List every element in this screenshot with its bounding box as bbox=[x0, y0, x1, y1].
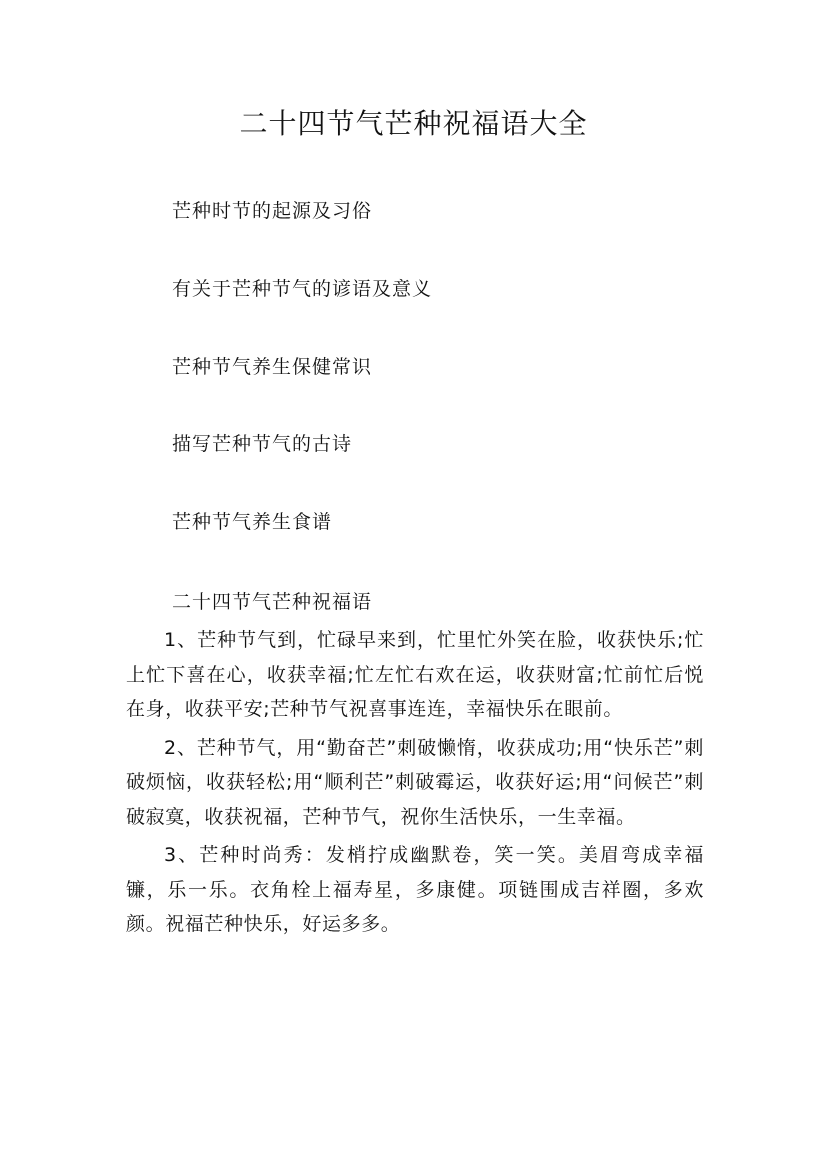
toc-item-recipes: 芒种节气养生食谱 bbox=[172, 511, 333, 533]
blessing-paragraph: 3、芒种时尚秀：发梢拧成幽默卷，笑一笑。美眉弯成幸福镰，乐一乐。衣角栓上福寿星，多康健。项链围成吉祥圈，多欢颜。祝福芒种快乐，好运多多。 bbox=[126, 844, 704, 935]
blessing-paragraph: 1、芒种节气到，忙碌早来到，忙里忙外笑在脸，收获快乐;忙上忙下喜在心，收获幸福;忙左忙右欢在运，收获财富;忙前忙后悦在身，收获平安;芒种节气祝喜事连连，幸福快乐在眼前。 bbox=[126, 629, 704, 720]
toc-item-poems: 描写芒种节气的古诗 bbox=[172, 433, 353, 455]
blessing-paragraph: 2、芒种节气，用“勤奋芒”刺破懒惰，收获成功;用“快乐芒”刺破烦恼，收获轻松;用“顺利芒”刺破霉运，收获好运;用“问候芒”刺破寂寞，收获祝福，芒种节气，祝你生活快乐，一生幸福。 bbox=[126, 736, 704, 828]
document-title: 二十四节气芒种祝福语大全 bbox=[239, 107, 588, 140]
section-heading: 二十四节气芒种祝福语 bbox=[172, 591, 373, 613]
toc-item-proverbs: 有关于芒种节气的谚语及意义 bbox=[172, 278, 433, 300]
blessings-body bbox=[126, 623, 704, 946]
toc-item-health-tips: 芒种节气养生保健常识 bbox=[172, 356, 373, 378]
toc-item-origin-customs: 芒种时节的起源及习俗 bbox=[172, 200, 373, 222]
